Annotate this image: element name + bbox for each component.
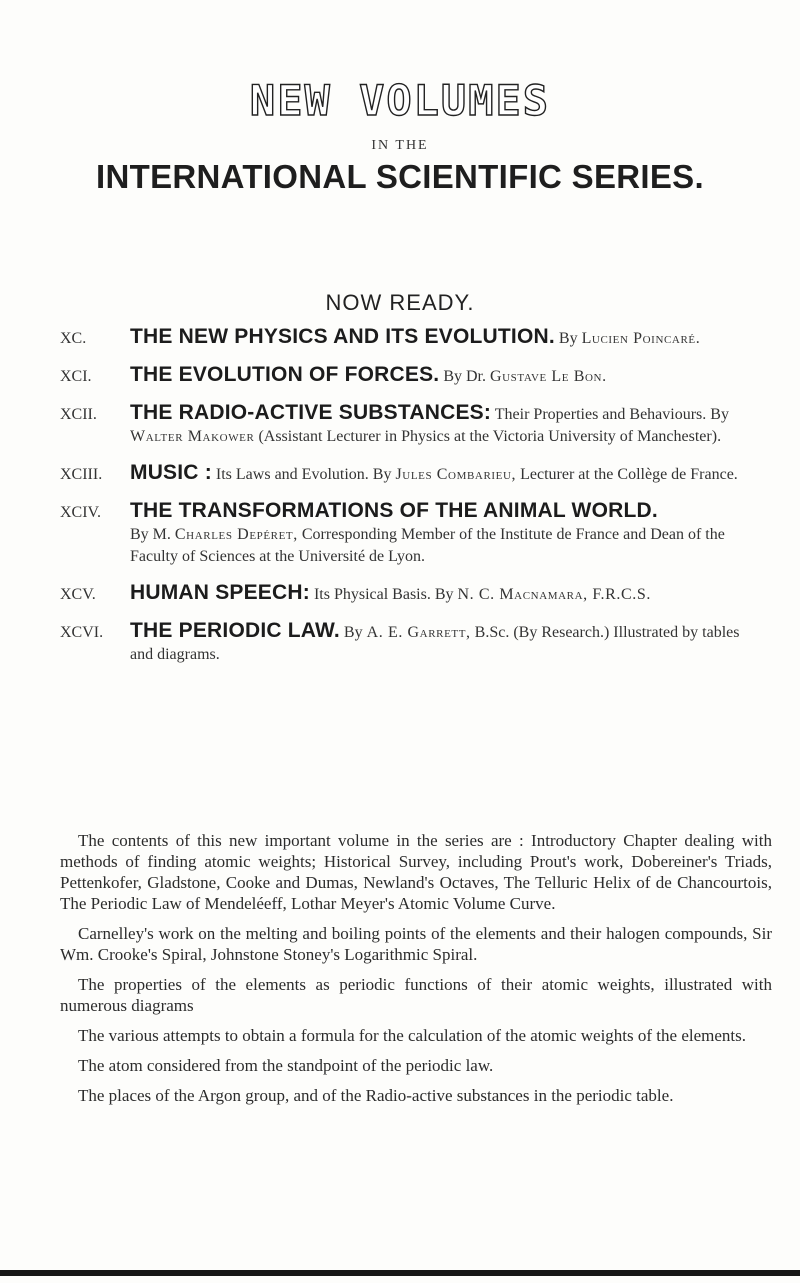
volume-author: Charles Depéret,	[174, 526, 298, 543]
volume-number: XCI.	[60, 368, 92, 385]
contents-paragraph: The atom considered from the standpoint of the periodic law.	[78, 1056, 494, 1075]
volume-by: By	[558, 330, 578, 347]
volume-detail: Lecturer at the Collège de France.	[520, 466, 738, 483]
volume-number: XCIV.	[60, 504, 102, 521]
contents-paragraph: The places of the Argon group, and of the Radio-active substances in the periodic table.	[78, 1086, 674, 1105]
volume-detail: Corresponding Member of the Institute de France and Dean of the Faculty of Sciences at the Université de Lyon.	[130, 526, 725, 565]
volume-by: By M.	[130, 526, 171, 543]
periodic-law-contents	[60, 830, 772, 1115]
volume-by: By Dr.	[443, 368, 486, 385]
contents-paragraph: The properties of the elements as periodic functions of their atomic weights, illustrated with numerous diagrams	[60, 975, 772, 1015]
volume-author: Walter Makower	[130, 428, 255, 445]
volume-subtitle: Its Physical Basis.	[313, 586, 431, 603]
volume-detail: (Assistant Lecturer in Physics at the Victoria University of Manchester).	[258, 428, 722, 445]
volume-by: By	[710, 406, 729, 423]
contents-paragraph: The various attempts to obtain a formula for the calculation of the atomic weights of the elements.	[78, 1026, 746, 1045]
contents-paragraph: Carnelley's work on the melting and boiling points of the elements and their halogen compounds, Sir Wm. Crooke's Spiral, Johnstone Stoney's Logarithmic Spiral.	[60, 924, 772, 964]
volume-entry-xc	[60, 326, 760, 350]
volume-title: THE NEW PHYSICS AND ITS EVOLUTION.	[130, 325, 555, 348]
volume-entry-xcii	[60, 402, 760, 448]
volume-title: THE RADIO-ACTIVE SUBSTANCES:	[130, 401, 492, 424]
volume-entry-xcvi	[60, 620, 760, 666]
volume-entry-xciii	[60, 462, 760, 486]
volume-list	[60, 326, 760, 680]
volume-author: Lucien Poincaré.	[581, 330, 701, 347]
contents-paragraph: The contents of this new important volume in the series are : Introductory Chapter dealing with methods of finding atomic weights; Historical Survey, including Prout's work, Dobereiner's Triads, Pettenkofer, Gladstone, Cooke and Dumas, Newland's Octaves, The Telluric Helix of de Chancourtois, The Periodic Law of Mendeléeff, Lothar Meyer's Atomic Volume Curve.	[60, 831, 772, 913]
volume-title: HUMAN SPEECH:	[130, 581, 310, 604]
volume-subtitle: Their Properties and Behaviours.	[494, 406, 707, 423]
bottom-rule	[0, 1270, 800, 1276]
volume-author: N. C. Macnamara, F.R.C.S.	[457, 586, 652, 603]
volume-by: By	[434, 586, 454, 603]
volume-entry-xcv	[60, 582, 760, 606]
volume-subtitle: Its Laws and Evolution.	[215, 466, 369, 483]
volume-number: XCV.	[60, 586, 96, 603]
volume-entry-xci	[60, 364, 760, 388]
volume-author: Gustave Le Bon.	[489, 368, 607, 385]
in-the-label: IN THE	[371, 138, 429, 153]
volume-title: THE PERIODIC LAW.	[130, 619, 340, 642]
now-ready-heading: NOW READY.	[325, 290, 475, 315]
volume-number: XCII.	[60, 406, 97, 423]
new-volumes-heading: NEW VOLUMES	[249, 76, 551, 125]
volume-title: MUSIC :	[130, 461, 212, 484]
volume-detail: B.Sc. (By Research.) Illustrated by tables and diagrams.	[130, 624, 740, 663]
volume-title: THE EVOLUTION OF FORCES.	[130, 363, 440, 386]
volume-by: By	[343, 624, 363, 641]
volume-author: A. E. Garrett,	[366, 624, 471, 641]
volume-number: XCVI.	[60, 624, 104, 641]
volume-author: Jules Combarieu,	[395, 466, 517, 483]
series-title: INTERNATIONAL SCIENTIFIC SERIES.	[96, 158, 704, 195]
volume-number: XCIII.	[60, 466, 103, 483]
volume-by: By	[372, 466, 392, 483]
volume-title: THE TRANSFORMATIONS OF THE ANIMAL WORLD.	[130, 499, 658, 522]
volume-number: XC.	[60, 330, 87, 347]
volume-entry-xciv	[60, 500, 760, 568]
